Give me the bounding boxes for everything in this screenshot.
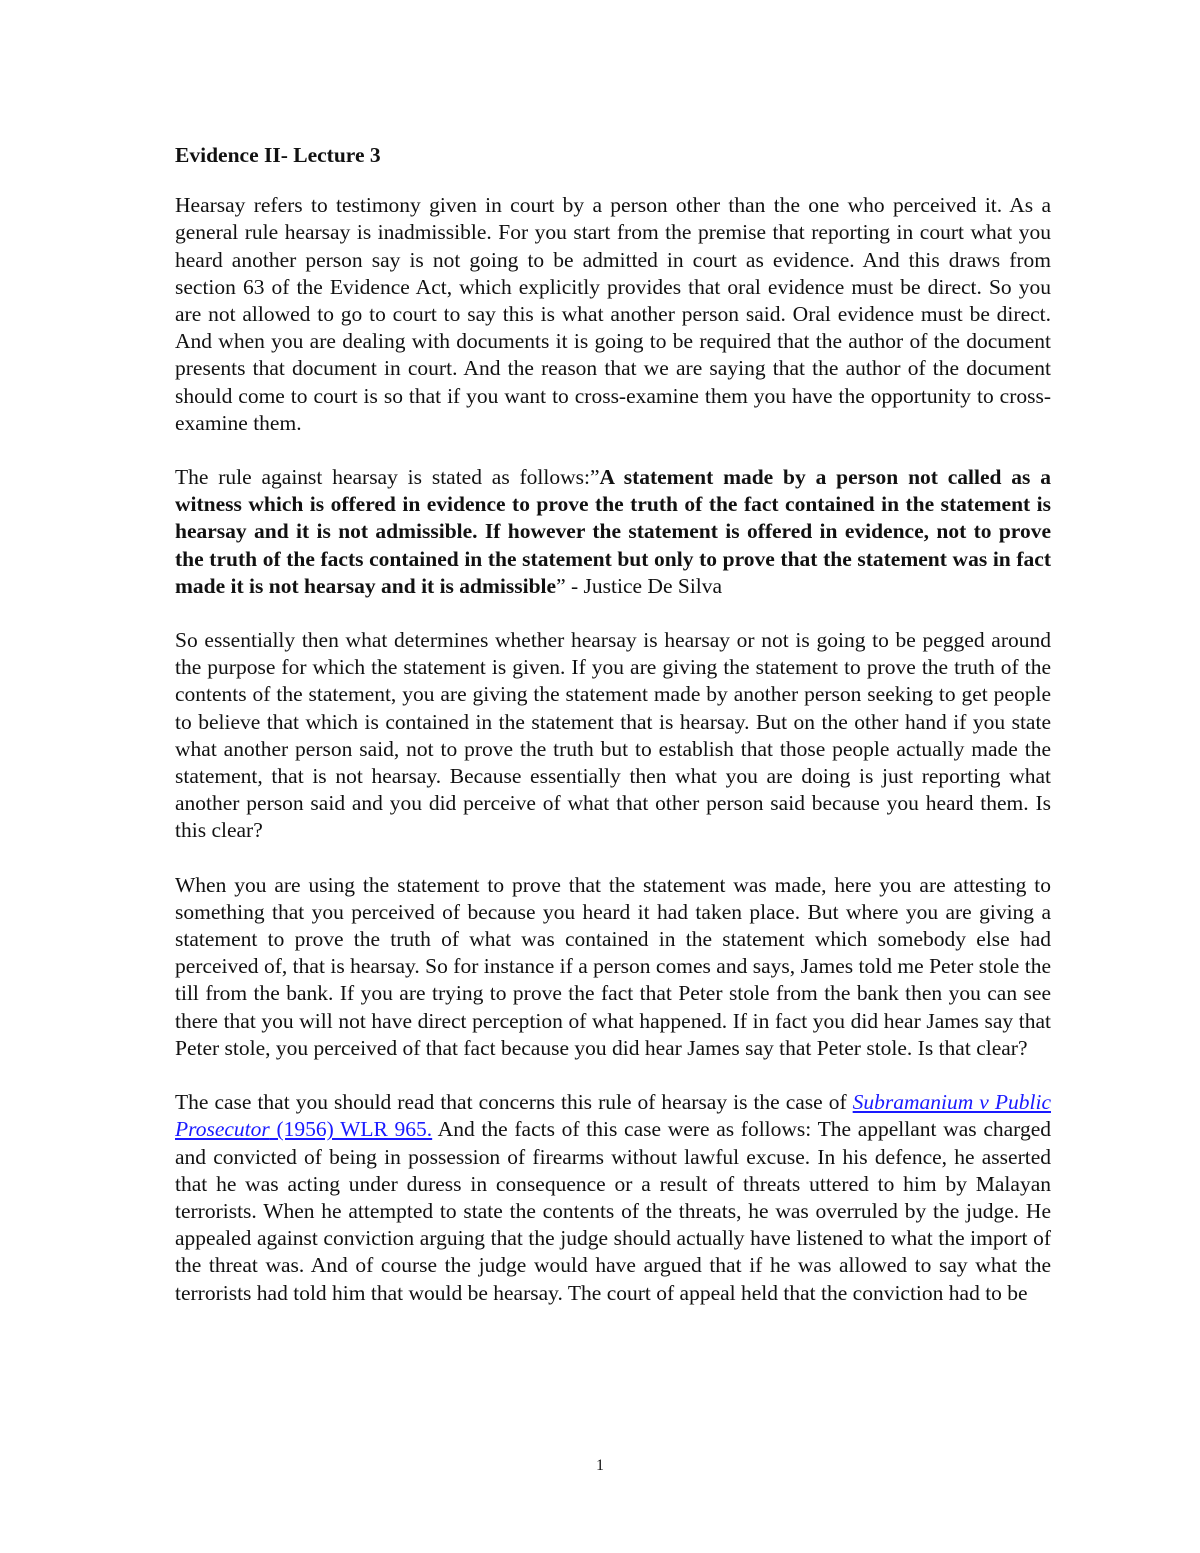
case-intro-text: The case that you should read that concerns this rule of hearsay is the case of — [175, 1090, 853, 1115]
paragraph-purpose-test: So essentially then what determines whether hearsay is hearsay or not is going to be pegged around the purpose for which the statement is given. If you are giving the statement to prove the truth of the contents of the statement, you are giving the statement made by another person seeking to get people to believe that which is contained in the statement that is hearsay. But on the other hand if you state what another person said, not to prove the truth but to establish that those people actually made the statement, that is not hearsay. Because essentially then what you are doing is just reporting what another person said and you did perceive of what that other person said because you heard them. Is this clear? — [175, 628, 1051, 843]
rule-intro-text: The rule against hearsay is stated as follows:” — [175, 465, 600, 490]
paragraph-rule-against-hearsay — [175, 464, 1051, 600]
case-name: Subramanium v Public Prosecutor — [175, 1090, 1051, 1142]
rule-attribution: ” - Justice De Silva — [556, 573, 723, 598]
document-title: Evidence II- Lecture 3 — [175, 143, 381, 167]
case-facts-text: And the facts of this case were as follows: The appellant was charged and convicted of being in possession of firearms without lawful excuse. In his defence, he asserted that he was acting under duress in consequence or a result of threats uttered to him by Malayan terrorists. When he attempted to state the contents of the threats, he was overruled by the judge. He appealed against conviction arguing that the judge should actually have listened to what the import of the threat was. And of course the judge would have argued that if he was allowed to say what the terrorists had told him that would be hearsay. The court of appeal held that the conviction had to be — [175, 1117, 1051, 1305]
rule-quote: A statement made by a person not called as a witness which is offered in evidence to prove the truth of the fact contained in the statement is hearsay and it is not admissible. If however the statement is offered in evidence, not to prove the truth of the facts contained in the statement but only to prove that the statement was in fact made it is not hearsay and it is admissible — [175, 465, 1051, 598]
paragraph-subramanium-case — [175, 1089, 1051, 1307]
document-body — [175, 142, 1051, 1334]
case-citation: (1956) WLR 965. — [269, 1117, 433, 1142]
paragraph-hearsay-definition: Hearsay refers to testimony given in court by a person other than the one who perceived it. As a general rule hearsay is inadmissible. For you start from the premise that reporting in court what you heard another person say is not going to be admitted in court as evidence. And this draws from section 63 of the Evidence Act, which explicitly provides that oral evidence must be direct. So you are not allowed to go to court to say this is what another person said. Oral evidence must be direct. And when you are dealing with documents it is going to be required that the author of the document presents that document in court. And the reason that we are saying that the author of the document should come to court is so that if you want to cross-examine them you have the opportunity to cross-examine them. — [175, 193, 1051, 435]
page-number: 1 — [596, 1457, 604, 1474]
paragraph-example: When you are using the statement to prove that the statement was made, here you are attesting to something that you perceived of because you heard it had taken place. But where you are giving a statement to prove the truth of what was contained in the statement which somebody else had perceived of, that is hearsay. So for instance if a person comes and says, James told me Peter stole the till from the bank. If you are trying to prove the fact that Peter stole from the bank then you can see there that you will not have direct perception of what happened. If in fact you did hear James say that Peter stole, you perceived of that fact because you did hear James say that Peter stole. Is that clear? — [175, 872, 1051, 1060]
